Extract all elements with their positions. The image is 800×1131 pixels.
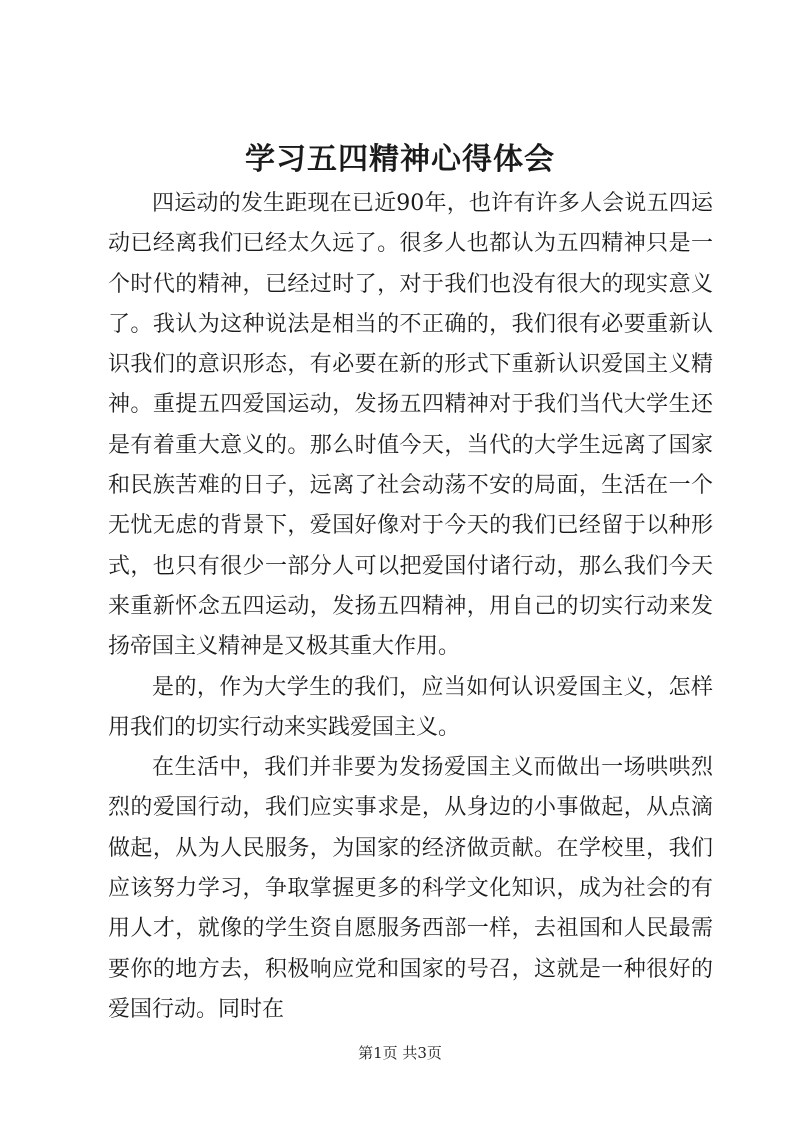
document-body: [108, 184, 713, 1030]
page-footer: 第1页 共3页: [358, 1044, 442, 1062]
paragraph-2: 是的，作为大学生的我们，应当如何认识爱国主义，怎样用我们的切实行动来实践爱国主义。: [108, 674, 713, 740]
document-title: 学习五四精神心得体会: [245, 142, 555, 177]
paragraph-1: 四运动的发生距现在已近90年，也许有许多人会说五四运动已经离我们已经太久远了。很多人也都认为五四精神只是一个时代的精神，已经过时了，对于我们也没有很大的现实意义了。我认为这种说法是相当的不正确的，我们很有必要重新认识我们的意识形态，有必要在新的形式下重新认识爱国主义精神。重提五四爱国运动，发扬五四精神对于我们当代大学生还是有着重大意义的。那么时值今天，当代的大学生远离了国家和民族苦难的日子，远离了社会动荡不安的局面，生活在一个无忧无虑的背景下，爱国好像对于今天的我们已经留于以种形式，也只有很少一部分人可以把爱国付诸行动，那么我们今天来重新怀念五四运动，发扬五四精神，用自己的切实行动来发扬帝国主义精神是又极其重大作用。: [108, 191, 713, 660]
paragraph-3: 在生活中，我们并非要为发扬爱国主义而做出一场哄哄烈烈的爱国行动，我们应实事求是，从身边的小事做起，从点滴做起，从为人民服务，为国家的经济做贡献。在学校里，我们应该努力学习，争取掌握更多的科学文化知识，成为社会的有用人才，就像的学生资自愿服务西部一样，去祖国和人民最需要你的地方去，积极响应党和国家的号召，这就是一种很好的爱国行动。同时在: [108, 755, 713, 1022]
